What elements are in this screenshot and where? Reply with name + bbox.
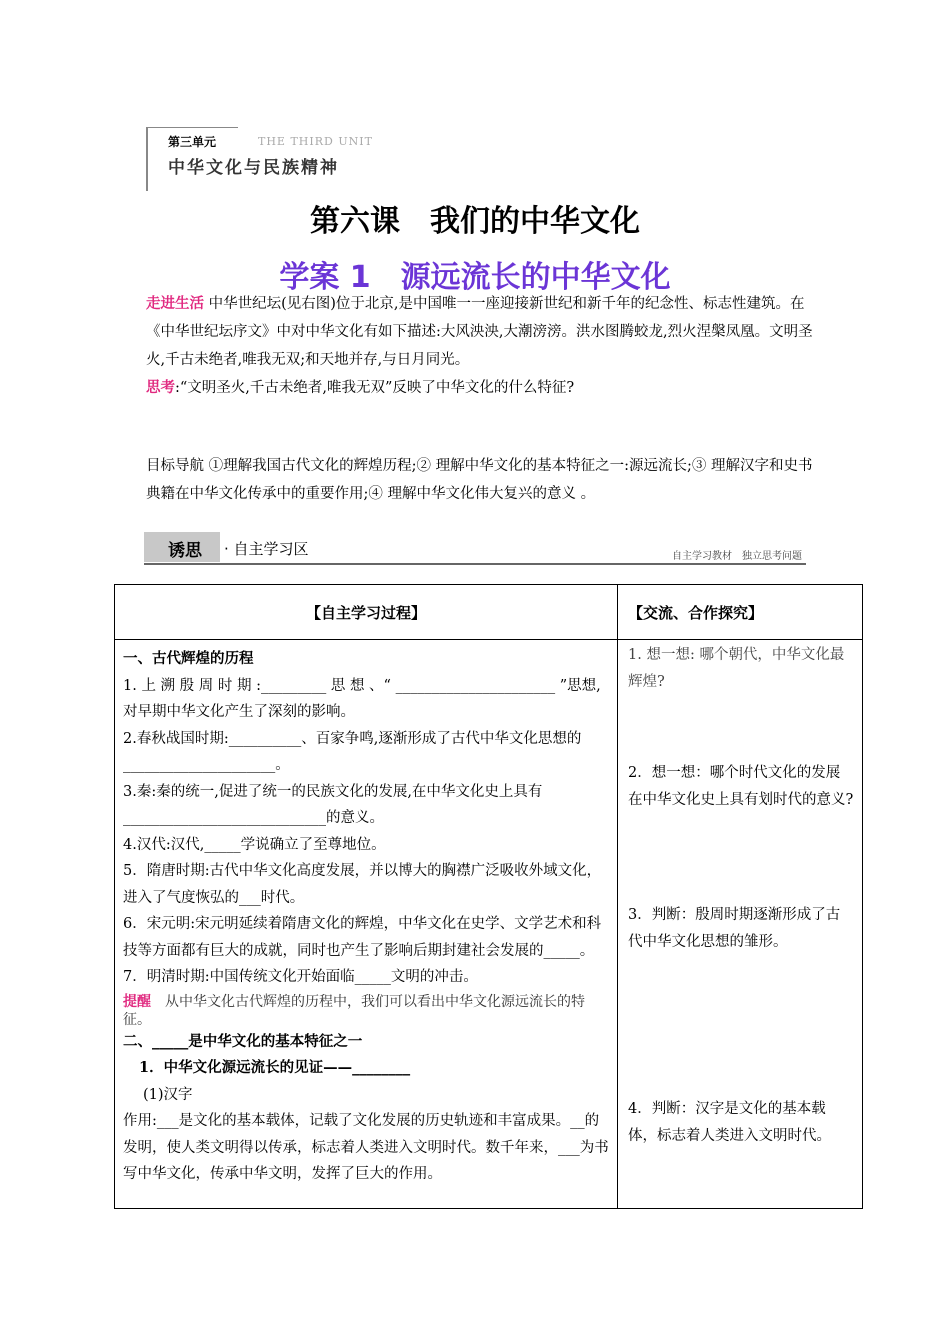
section2-title: 二、_____是中华文化的基本特征之一 [123,1032,363,1050]
band-main: 诱思 [168,541,202,561]
table-head-right: 【交流、合作探究】 [618,585,863,640]
section-band [144,532,806,564]
item-5: 5．隋唐时期:古代中华文化高度发展，并以博大的胸襟广泛吸收外域文化，进入了气度恢弘的___时代。 [123,863,602,906]
question-3: 3．判断：殷周时期逐渐形成了古代中华文化思想的雏形。 [628,907,841,950]
item-3: 3.秦:秦的统一,促进了统一的民族文化的发展,在中华文化史上具有____________________________的意义。 [123,783,543,826]
self-study-column [115,640,618,1209]
unit-english: THE THIRD UNIT [258,135,373,148]
section1-title: 一、古代辉煌的历程 [123,650,254,667]
section2-role: 作用:___是文化的基本载体，记载了文化发展的历史轨迹和丰富成果。__的发明，使人类文明得以传承，标志着人类进入文明时代。数千年来，___为书写中华文化，传承中华文明，发挥了巨大的作用。 [123,1113,609,1182]
section2-sub-hanzi: (1)汉字 [143,1086,193,1103]
band-label-bg [144,532,220,562]
reminder-note [123,993,609,1029]
item-4: 4.汉代:汉代,_____学说确立了至尊地位。 [123,836,386,853]
think-paragraph [146,374,814,402]
intro-text: 中华世纪坛(见右图)位于北京,是中国唯一一座迎接新世纪和新千年的纪念性、标志性建筑。在《中华世纪坛序文》中对中华文化有如下描述:大风泱泱,大潮滂滂。洪水图腾蛟龙,烈火涅槃凤凰。文明圣火,千古未绝者,唯我无双;和天地并存,与日月同光。 [146,296,813,368]
item-2: 2.春秋战国时期:__________、百家争鸣,逐渐形成了古代中华文化思想的_____________________。 [123,730,582,773]
think-text: :“文明圣火,千古未绝者,唯我无双”反映了中华文化的什么特征? [175,380,575,396]
unit-border-vertical [146,127,148,191]
question-4: 4．判断：汉字是文化的基本载体，标志着人类进入文明时代。 [628,1101,831,1144]
unit-label: 第三单元 [168,135,217,149]
item-6: 6．宋元明:宋元明延续着隋唐文化的辉煌，中华文化在史学、文学艺术和科技等方面都有巨大的成就，同时也产生了影响后期封建社会发展的_____。 [123,916,602,959]
reminder-text: 从中华文化古代辉煌的历程中，我们可以看出中华文化源远流长的特征。 [123,993,585,1028]
lesson-title: 第六课 我们的中华文化 [310,204,640,239]
item-1: 1. 上 溯 殷 周 时 期 :_________ 思 想 、“ ______________________ ”思想,对早期中华文化产生了深刻的影响。 [123,677,601,720]
band-rule [144,563,806,565]
question-1: 1. 想一想: 哪个朝代，中华文化最辉煌? [628,647,845,690]
section2-item-1: 1．中华文化源远流长的见证——________ [139,1059,411,1076]
item-7: 7．明清时期:中国传统文化开始面临_____文明的冲击。 [123,969,478,985]
case-title: 学案 1 源远流长的中华文化 [279,260,671,295]
unit-title: 中华文化与民族精神 [168,158,339,178]
goal-paragraph: 目标导航 ①理解我国古代文化的辉煌历程;② 理解中华文化的基本特征之一:源远流长;③ 理解汉字和史书典籍在中华文化传承中的重要作用;④ 理解中华文化伟大复兴的意义 。 [146,458,813,502]
band-right: 自主学习教材 独立思考问题 [672,551,802,562]
unit-border-horizontal [146,127,238,128]
unit-header [146,127,426,191]
reminder-tag: 提醒 [123,993,151,1010]
intro-tag: 走进生活 [146,295,204,312]
intro-paragraph [146,290,814,374]
discussion-column [618,640,863,1209]
question-2: 2．想一想：哪个时代文化的发展在中华文化史上具有划时代的意义? [628,765,854,808]
think-tag: 思考 [146,379,175,396]
study-table [114,584,863,1209]
table-head-left: 【自主学习过程】 [115,585,618,640]
band-sub: · 自主学习区 [224,540,309,558]
